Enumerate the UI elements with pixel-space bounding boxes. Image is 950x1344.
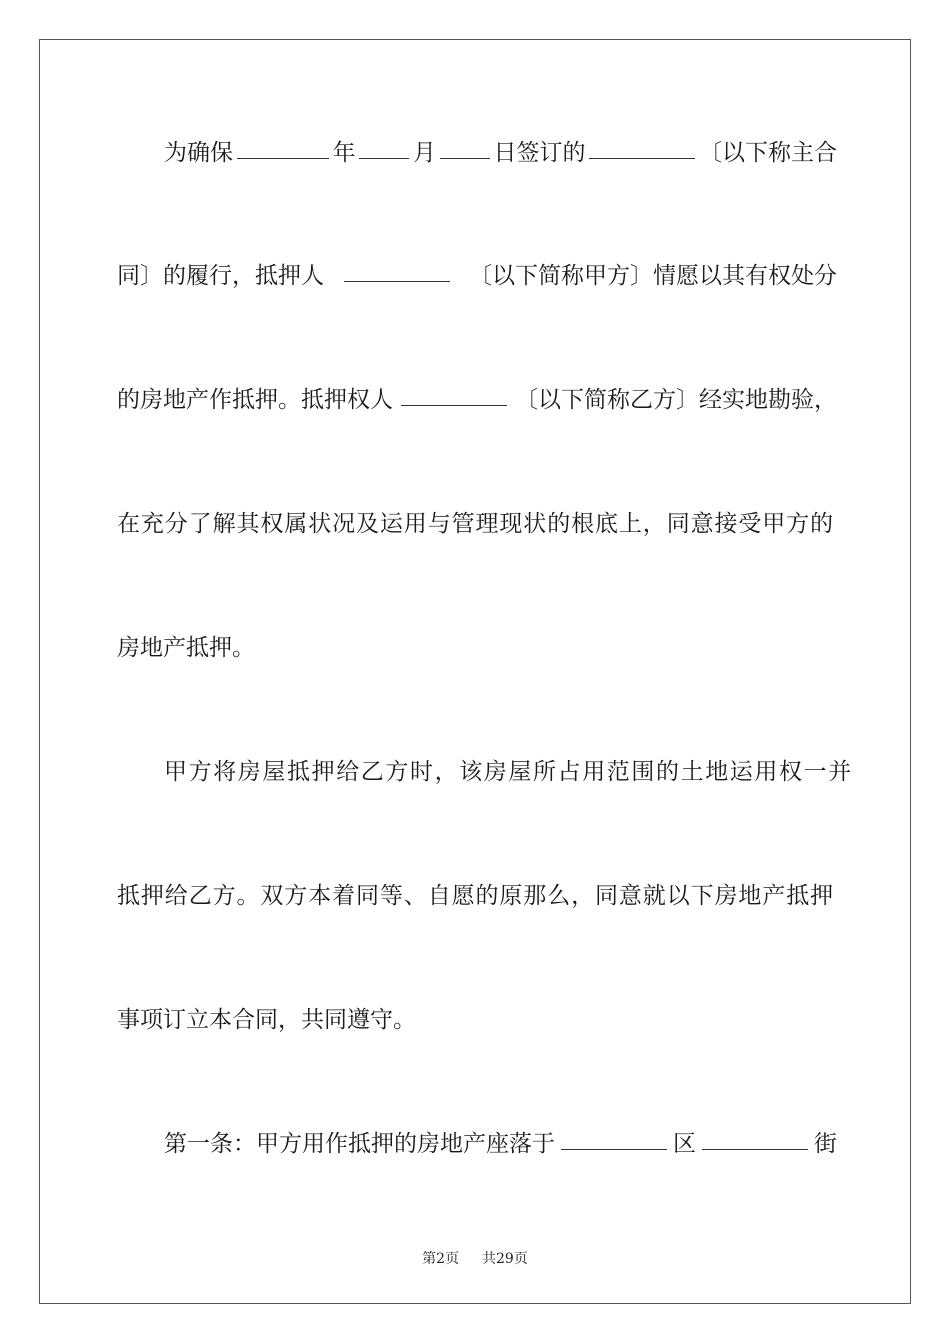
text-segment: 同〕的履行，抵押人 — [117, 263, 324, 289]
blank-day — [440, 138, 490, 159]
paragraph-1-line-2 — [117, 261, 837, 291]
text-segment: 〔以下简称乙方〕经实地勘验， — [515, 387, 837, 413]
text-segment: 〔以下称主合 — [699, 140, 837, 166]
paragraph-1-line-5: 房地产抵押。 — [117, 635, 255, 661]
blank-contract-name — [589, 138, 695, 159]
text-segment: 〔以下简称甲方〕情愿以其有权处分 — [469, 263, 837, 289]
blank-district — [561, 1129, 667, 1150]
text-segment: 日签订的 — [493, 140, 586, 166]
text-segment: 街 — [814, 1131, 837, 1157]
page-number: 第2页 — [422, 1251, 460, 1267]
paragraph-2-line-1: 甲方将房屋抵押给乙方时，该房屋所占用范围的土地运用权一并 — [164, 759, 853, 785]
page-total: 共29页 — [482, 1251, 528, 1267]
text-segment: 的房地产作抵押。抵押权人 — [117, 387, 393, 413]
text-segment: 为确保 — [164, 140, 233, 166]
paragraph-1-line-4: 在充分了解其权属状况及运用与管理现状的根底上，同意接受甲方的 — [117, 511, 834, 537]
text-segment: 第一条：甲方用作抵押的房地产座落于 — [164, 1131, 555, 1157]
paragraph-2-line-3: 事项订立本合同，共同遵守。 — [117, 1007, 416, 1033]
paragraph-3-line-1 — [164, 1129, 837, 1159]
paragraph-1-line-3 — [117, 385, 837, 415]
paragraph-2-line-2: 抵押给乙方。双方本着同等、自愿的原那么，同意就以下房地产抵押 — [117, 883, 834, 909]
blank-street — [702, 1129, 808, 1150]
blank-month — [359, 138, 409, 159]
text-segment: 年 — [332, 140, 356, 166]
paragraph-1-line-1 — [164, 138, 837, 168]
blank-mortgagee — [401, 385, 507, 406]
blank-year — [237, 138, 329, 159]
text-segment: 月 — [413, 140, 436, 166]
page-footer — [0, 1248, 950, 1268]
page-frame — [39, 39, 911, 1304]
blank-mortgagor — [344, 261, 450, 282]
text-segment: 区 — [673, 1131, 696, 1157]
